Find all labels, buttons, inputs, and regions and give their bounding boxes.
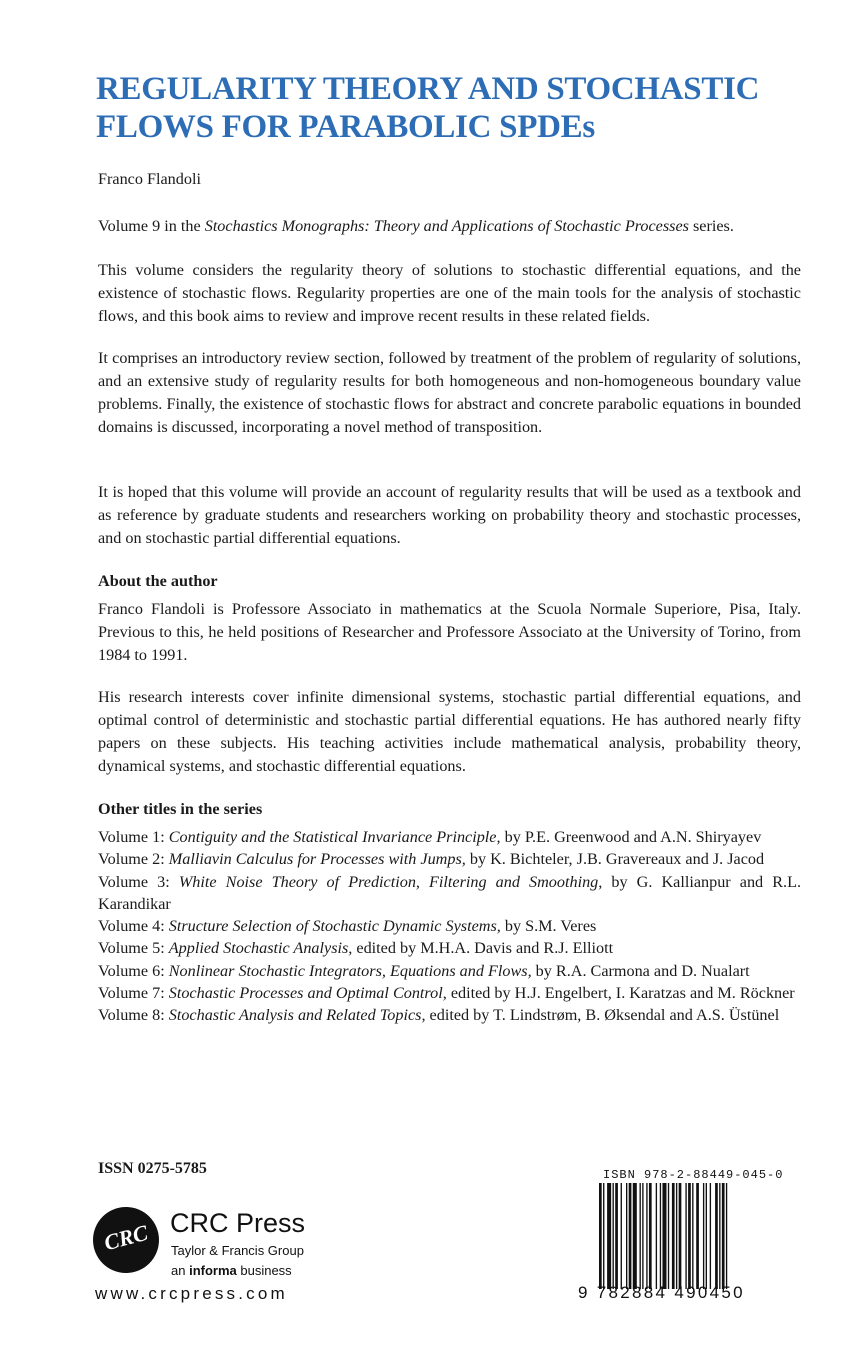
barcode-icon	[597, 1183, 777, 1289]
series-item	[98, 915, 801, 937]
barcode-bar	[642, 1183, 643, 1289]
series-item	[98, 982, 801, 1004]
series-item-authors: by G. Kallianpur and R.L. Karandikar	[98, 872, 802, 913]
barcode-bar	[621, 1183, 622, 1289]
description-paragraph-1: This volume considers the regularity theory of solutions to stochastic differential equations, and the existence of stochastic flows. Regularity properties are one of the main tools for the analysis of stochastic flows, and this book aims to review and improve recent results in these related fields.	[98, 261, 801, 325]
series-item-authors: edited by T. Lindstrøm, B. Øksendal and A.S. Üstünel	[425, 1006, 780, 1025]
series-item	[98, 826, 801, 848]
series-item-volume: Volume 6:	[98, 961, 169, 980]
barcode-bar	[603, 1183, 604, 1289]
barcode-bar	[710, 1183, 711, 1289]
series-item-authors: edited by H.J. Engelbert, I. Karatzas and M. Röckner	[446, 984, 795, 1003]
other-titles-heading: Other titles in the series	[98, 800, 263, 818]
about-author-heading: About the author	[98, 572, 218, 590]
series-item-title: Nonlinear Stochastic Integrators, Equations and Flows,	[168, 961, 532, 980]
volume-suffix: series.	[688, 217, 734, 235]
barcode-bar	[715, 1183, 718, 1289]
barcode-bar	[640, 1183, 641, 1289]
series-item	[98, 848, 801, 870]
series-item-title: Malliavin Calculus for Processes with Jumps,	[168, 850, 466, 869]
series-item-volume: Volume 5:	[98, 939, 169, 958]
about-author-paragraph-2: His research interests cover infinite dimensional systems, stochastic partial differential equations, and optimal control of deterministic and stochastic partial differential equations. He has authored nearly fifty papers on these subjects. His teaching activities include mathematical analysis, probability theory, dynamical systems, and stochastic differential equations.	[98, 688, 801, 775]
series-item-volume: Volume 7:	[98, 984, 169, 1003]
series-item-volume: Volume 1:	[98, 828, 169, 846]
barcode-bar	[722, 1183, 725, 1289]
series-item-title: White Noise Theory of Prediction, Filtering and Smoothing,	[178, 872, 603, 891]
barcode-bar	[719, 1183, 720, 1289]
series-item-authors: by S.M. Veres	[500, 917, 597, 936]
series-item	[98, 871, 801, 916]
description-paragraph-3: It is hoped that this volume will provide an account of regularity results that will be used as a textbook and as reference by graduate students and researchers working on probability theory and stochastic processes, and on stochastic partial differential equations.	[98, 483, 801, 547]
barcode-bar	[703, 1183, 704, 1289]
crc-logo-icon	[93, 1207, 159, 1273]
barcode-bar	[599, 1183, 602, 1289]
isbn-number: ISBN 978-2-88449-045-0	[603, 1168, 784, 1182]
barcode-bar	[685, 1183, 686, 1289]
other-titles-list	[98, 826, 801, 1027]
series-item	[98, 1004, 801, 1026]
barcode-bar	[662, 1183, 666, 1289]
publisher-group: Taylor & Francis Group	[171, 1243, 304, 1258]
crc-logo-text: CRC	[101, 1219, 151, 1256]
series-item-authors: by K. Bichteler, J.B. Gravereaux and J. Jacod	[465, 850, 765, 869]
ean-digits: 9 782884 490450	[578, 1283, 745, 1302]
series-item	[98, 937, 801, 959]
barcode-bar	[633, 1183, 637, 1289]
barcode-bar	[696, 1183, 699, 1289]
series-item-title: Contiguity and the Statistical Invariance Principle,	[168, 828, 501, 846]
barcode-bar	[692, 1183, 693, 1289]
series-item-volume: Volume 3:	[98, 872, 179, 891]
volume-line	[98, 215, 801, 238]
publisher-name: CRC Press	[170, 1208, 306, 1238]
barcode-bar	[656, 1183, 657, 1289]
barcode-bar	[629, 1183, 632, 1289]
series-item-volume: Volume 2:	[98, 850, 169, 869]
publisher-website-link[interactable]: www.crcpress.com	[95, 1284, 288, 1303]
issn-number: ISSN 0275-5785	[98, 1160, 207, 1177]
series-item-authors: by R.A. Carmona and D. Nualart	[531, 961, 750, 980]
author-name: Franco Flandoli	[98, 170, 201, 188]
barcode-bar	[626, 1183, 627, 1289]
barcode-bar	[613, 1183, 614, 1289]
about-author-paragraph-1: Franco Flandoli is Professore Associato in mathematics at the Scuola Normale Superiore, Pisa, Italy. Previous to this, he held positions of Researcher and Professore Associato at the University of Torino, from 1984 to 1991.	[98, 600, 801, 664]
publisher-business: an informa business	[171, 1263, 292, 1278]
series-item-title: Structure Selection of Stochastic Dynamic Systems,	[168, 917, 501, 936]
barcode-bar	[679, 1183, 682, 1289]
description-paragraph-2: It comprises an introductory review section, followed by treatment of the problem of regularity of solutions, and an extensive study of regularity results for both homogeneous and non-homogeneous boundary value problems. Finally, the existence of stochastic flows for abstract and concrete parabolic equations in bounded domains is discussed, incorporating a novel method of transposition.	[98, 349, 801, 436]
barcode-bar	[726, 1183, 727, 1289]
volume-prefix: Volume 9 in the	[98, 217, 205, 235]
barcode-bar	[615, 1183, 618, 1289]
series-item-title: Applied Stochastic Analysis,	[168, 939, 353, 958]
barcode-bar	[646, 1183, 647, 1289]
series-item-volume: Volume 4:	[98, 917, 169, 936]
barcode-bar	[672, 1183, 675, 1289]
barcode-bar	[688, 1183, 691, 1289]
barcode-bar	[668, 1183, 669, 1289]
series-item-authors: by P.E. Greenwood and A.N. Shiryayev	[500, 828, 762, 846]
barcode-bar	[649, 1183, 652, 1289]
barcode-bar	[706, 1183, 707, 1289]
barcode-bar	[607, 1183, 611, 1289]
barcode-bar	[676, 1183, 677, 1289]
series-item	[98, 960, 801, 982]
series-item-title: Stochastic Processes and Optimal Control,	[168, 984, 447, 1003]
barcode-bar	[660, 1183, 661, 1289]
series-item-authors: edited by M.H.A. Davis and R.J. Elliott	[352, 939, 614, 958]
book-title: REGULARITY THEORY AND STOCHASTIC FLOWS FOR PARABOLIC SPDEs	[96, 71, 760, 145]
series-item-volume: Volume 8:	[98, 1006, 169, 1025]
series-item-title: Stochastic Analysis and Related Topics,	[168, 1006, 426, 1025]
series-name: Stochastics Monographs: Theory and Applications of Stochastic Processes	[204, 217, 689, 235]
